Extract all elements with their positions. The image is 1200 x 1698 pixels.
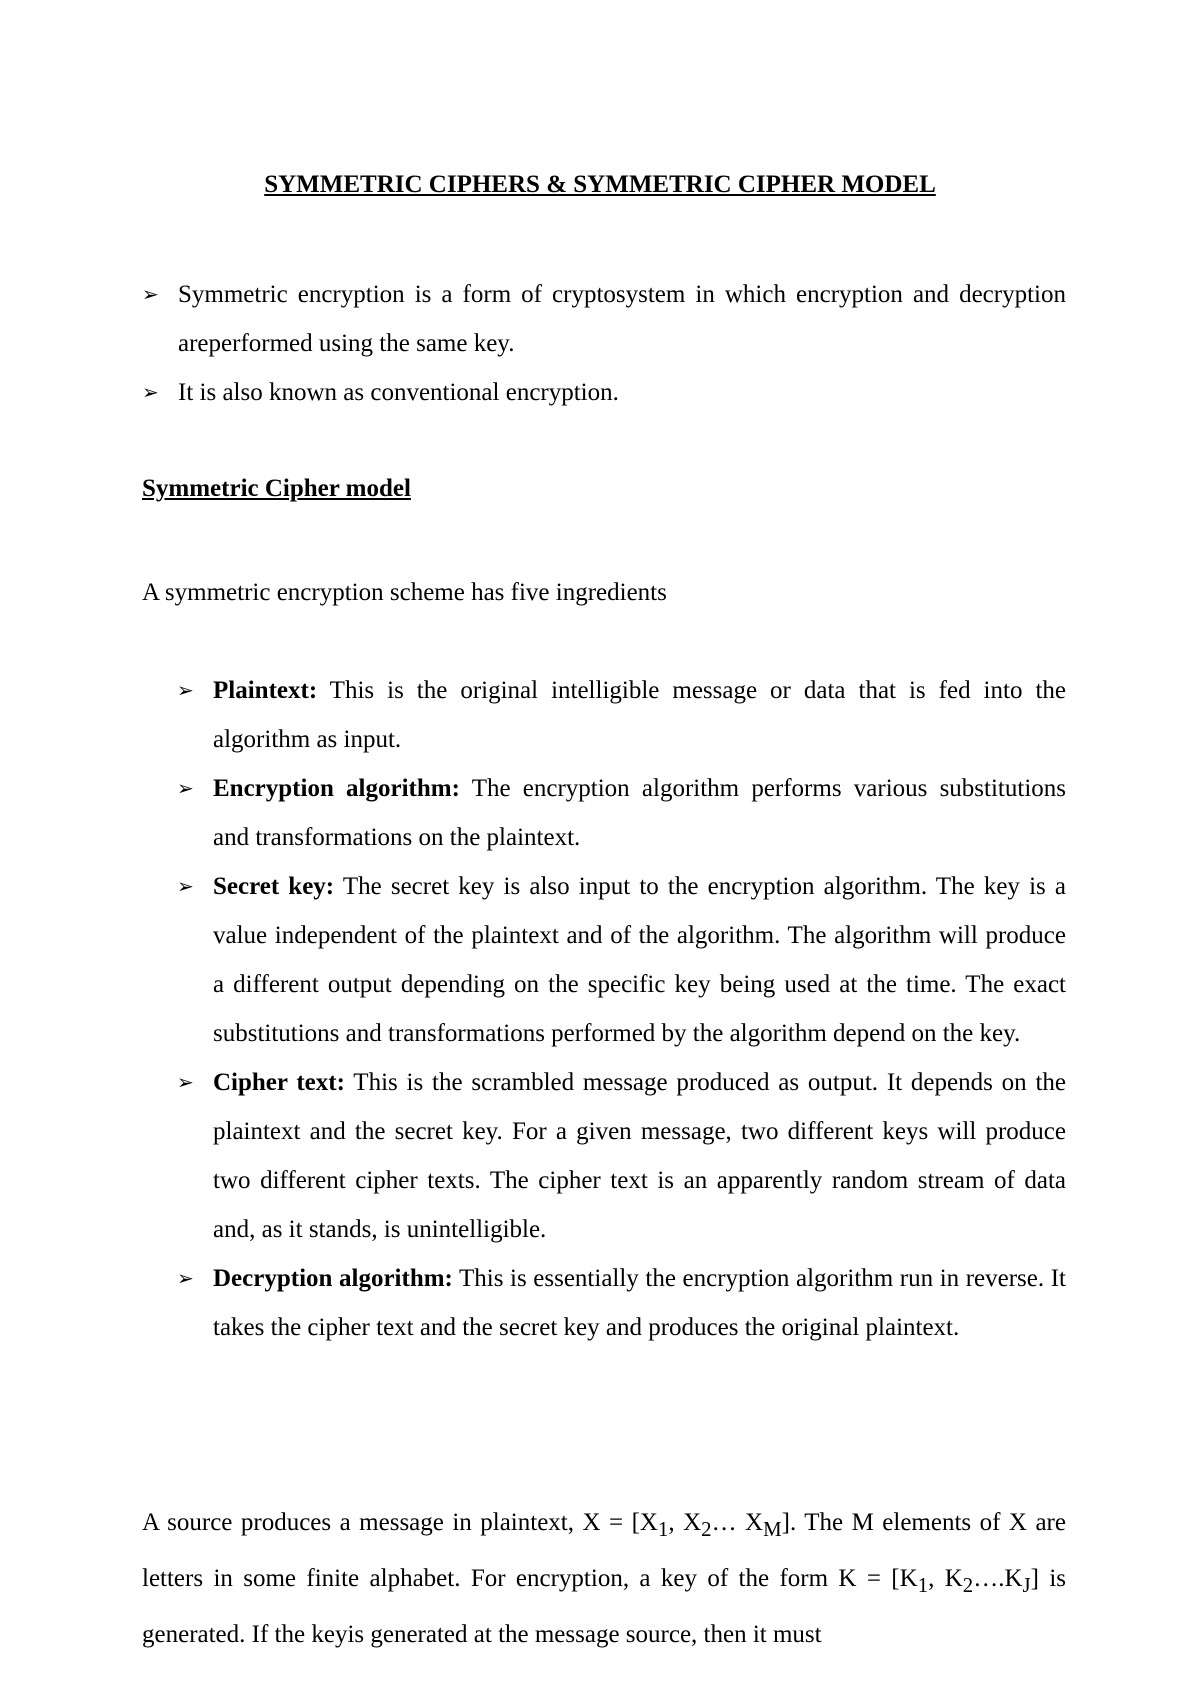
ingredient-term: Decryption algorithm: [213,1265,453,1292]
subscript: J [1022,1573,1031,1597]
para-text: ] is generated. If the keyis generated at the message source, then it must [142,1565,1066,1648]
ingredient-plaintext [177,666,1066,764]
ingredient-encryption-algorithm [177,764,1066,862]
para-text: … X [711,1509,764,1536]
arrow-bullet-icon: ➢ [177,874,194,898]
ingredient-term: Secret key: [213,873,335,900]
ingredient-description: This is the scrambled message produced as output. It depends on the plaintext and the secret key. For a given message, two different keys will produce two different cipher texts. The cipher text is an apparently random stream of data and, as it stands, is unintelligible. [213,1069,1067,1243]
arrow-bullet-icon: ➢ [142,380,159,404]
para-text: ]. The M elements of X are letters in some finite alphabet. For encryption, a key of the form K = [K [142,1509,1066,1592]
para-text: ….K [973,1565,1023,1592]
subscript: 2 [701,1517,712,1541]
arrow-bullet-icon: ➢ [177,1070,194,1094]
ingredient-term: Plaintext: [213,677,318,704]
intro-bullet-conventional [142,368,1066,417]
arrow-bullet-icon: ➢ [142,282,159,306]
para-text: , K [928,1565,963,1592]
intro-bullet-text: Symmetric encryption is a form of cryptosystem in which encryption and decryption areperformed using the same key. [178,281,1066,357]
intro-bullet-list [142,270,1066,417]
ingredient-term: Encryption algorithm: [213,775,460,802]
arrow-bullet-icon: ➢ [177,678,194,702]
page-title: SYMMETRIC CIPHERS & SYMMETRIC CIPHER MODEL [264,171,936,198]
ingredient-term: Cipher text: [213,1069,345,1096]
ingredient-description: This is essentially the encryption algorithm run in reverse. It takes the cipher text and the secret key and produces the original plaintext. [213,1265,1066,1341]
ingredient-cipher-text [177,1058,1066,1254]
arrow-bullet-icon: ➢ [177,1266,194,1290]
section-heading: Symmetric Cipher model [142,475,411,502]
ingredients-list [177,666,1066,1352]
subscript: M [763,1517,782,1541]
intro-bullet-text: It is also known as conventional encryption. [178,379,619,406]
ingredient-description: The secret key is also input to the encryption algorithm. The key is a value independent of the plaintext and of the algorithm. The algorithm will produce a different output depending on the specific key being used at the time. The exact substitutions and transformations performed by the algorithm depend on the key. [213,873,1066,1047]
subscript: 2 [962,1573,974,1597]
ingredient-decryption-algorithm [177,1254,1066,1352]
arrow-bullet-icon: ➢ [177,776,194,800]
closing-paragraph [142,1498,1066,1659]
intro-bullet-encryption [142,270,1066,368]
ingredient-description: The encryption algorithm performs various substitutions and transformations on the plaintext. [213,775,1066,851]
para-text: A source produces a message in plaintext, X = [X [142,1509,658,1536]
subscript: 1 [657,1517,669,1541]
para-text: , X [668,1509,702,1536]
lead-text: A symmetric encryption scheme has five ingredients [142,579,667,606]
ingredient-description: This is the original intelligible message or data that is fed into the algorithm as input. [213,677,1066,753]
subscript: 1 [917,1573,929,1597]
ingredient-secret-key [177,862,1066,1058]
